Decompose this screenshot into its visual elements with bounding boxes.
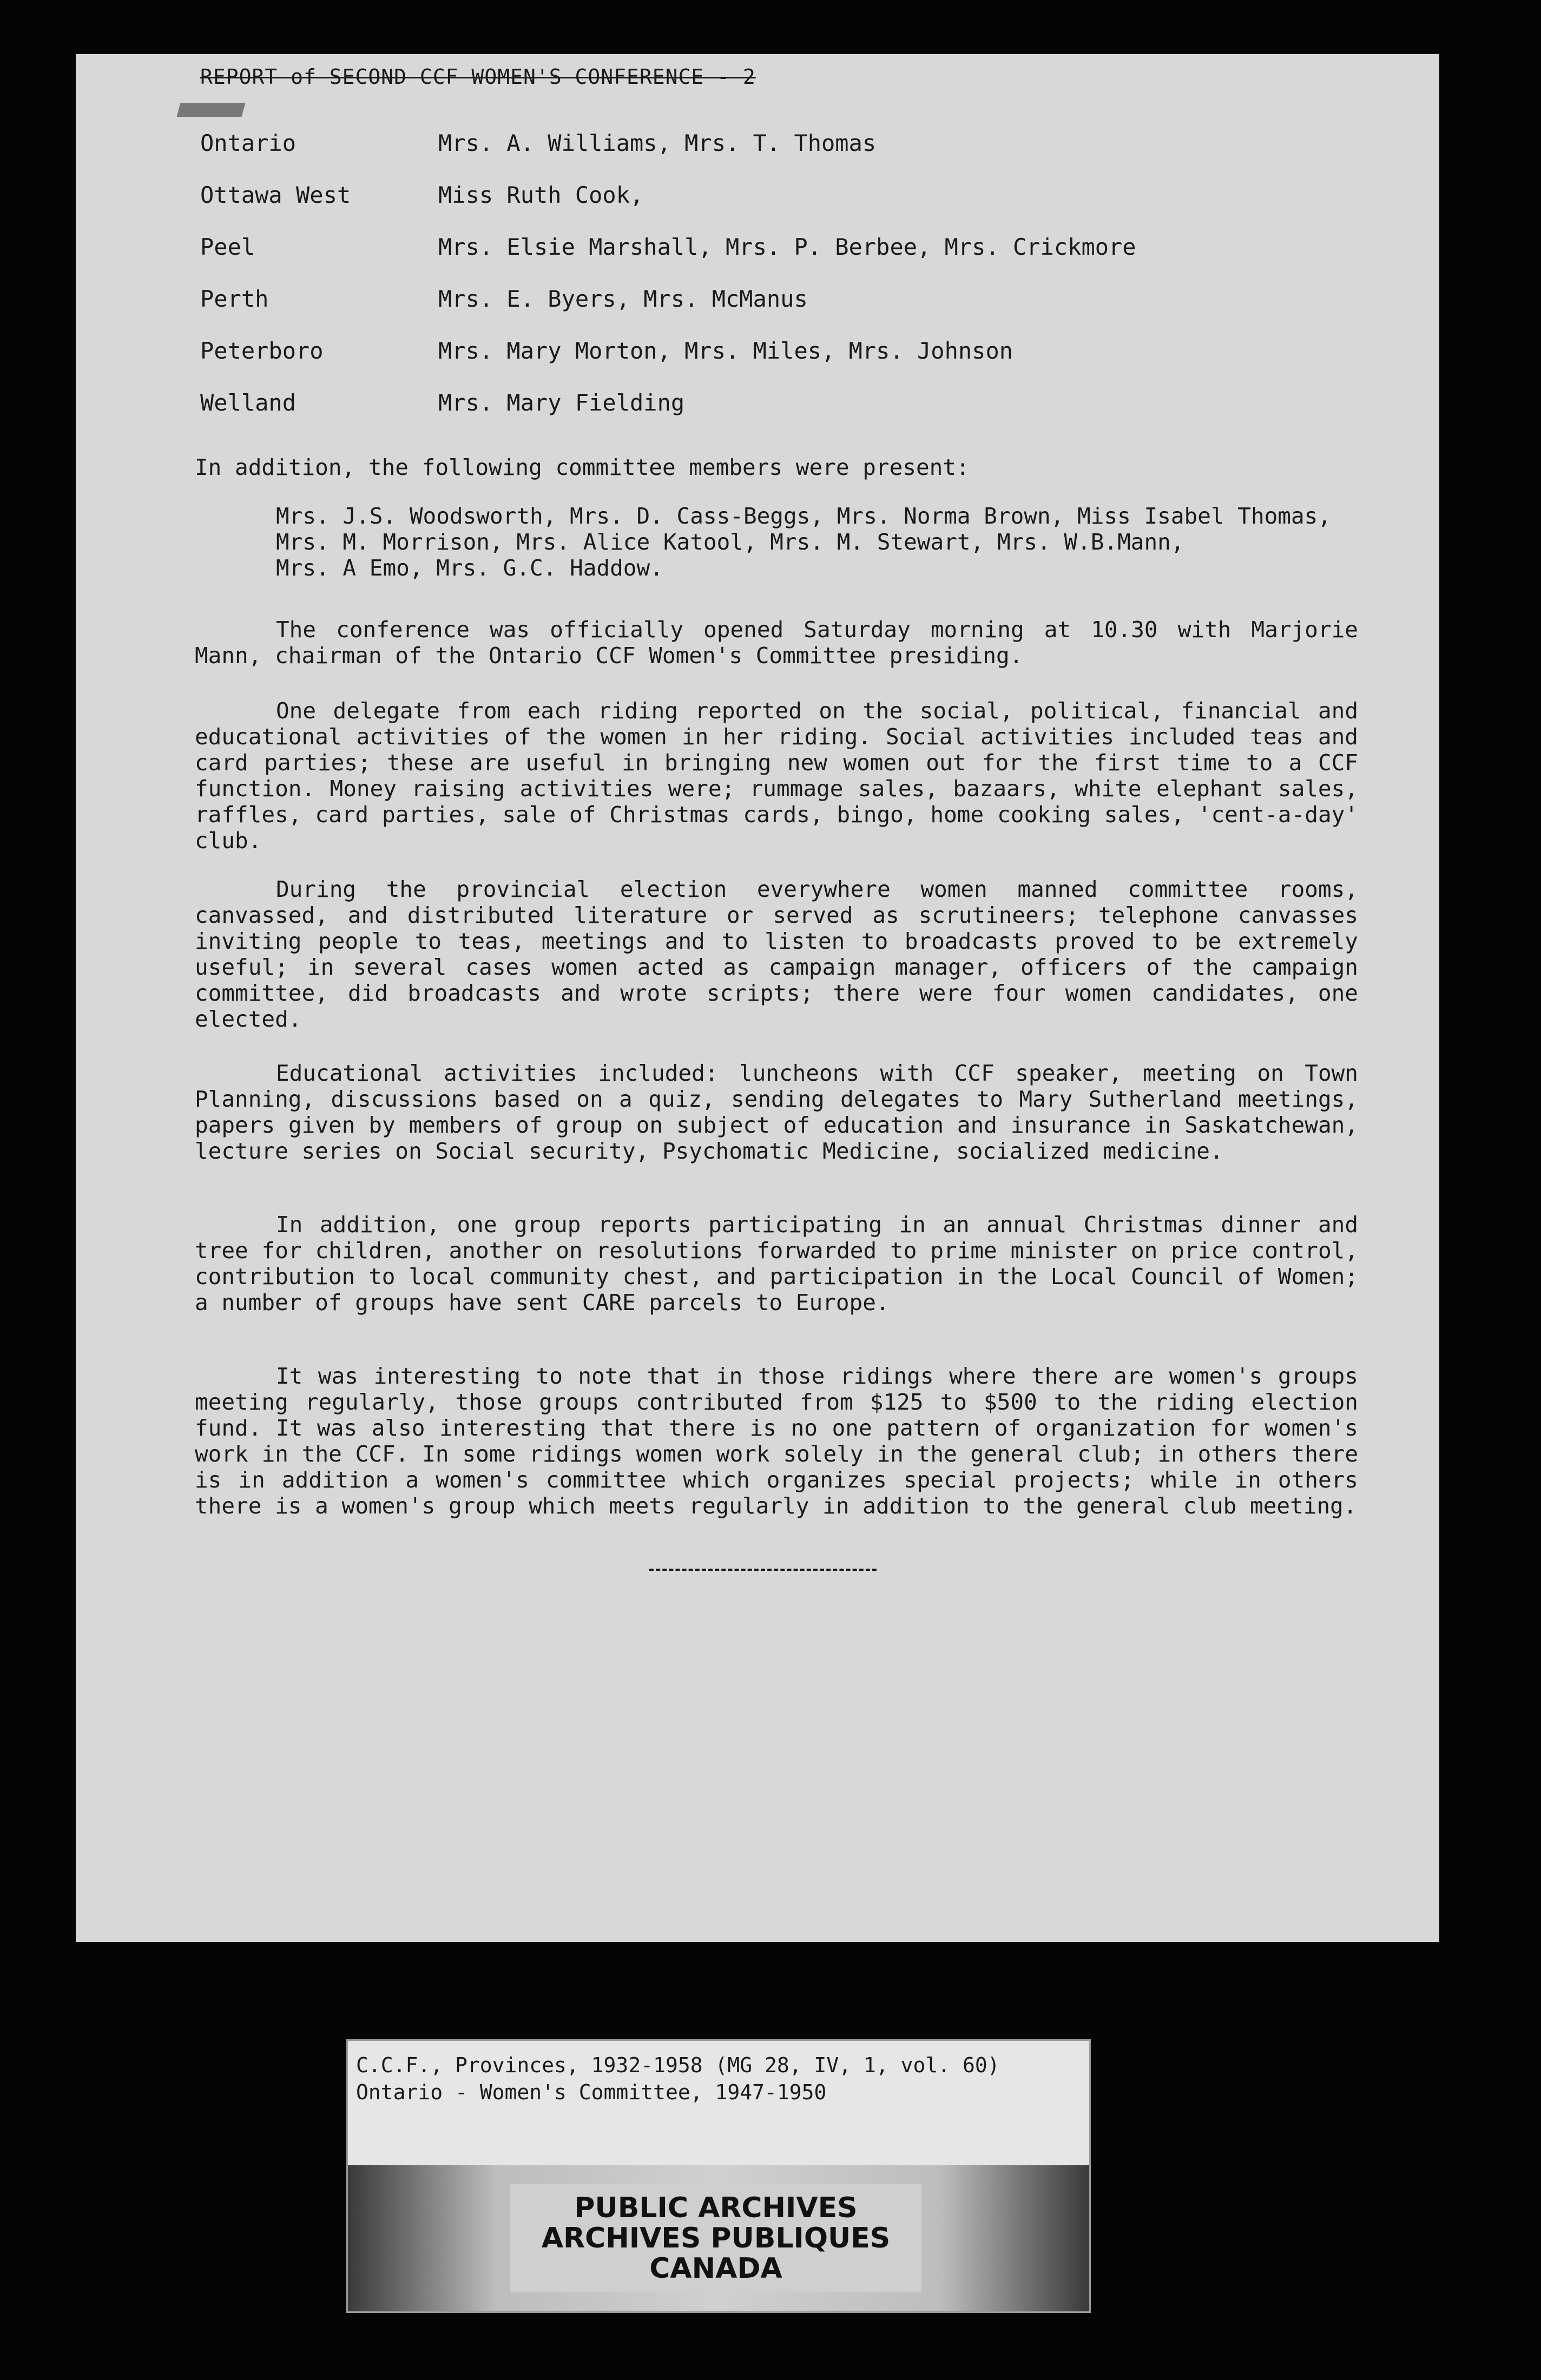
archive-label-card — [346, 2039, 1091, 2313]
roster-row — [200, 182, 1391, 234]
archive-reference-line: Ontario - Women's Committee, 1947-1950 — [356, 2080, 827, 2104]
riding-name: Perth — [200, 286, 269, 312]
delegate-roster — [200, 130, 1391, 441]
paragraph-organization: It was interesting to note that in those ridings where there are women's groups meeting regularly, those groups contributed from $125 to $500 to the riding election fund. It was also interesting that there is no one pattern of organization for women's work in the CCF. In some ridings women work solely in the general club; in others there is in addition a women's committee which organizes special projects; while in others there is a women's group which meets regularly in addition to the general club meeting. — [195, 1363, 1358, 1519]
handwritten-mark — [177, 103, 246, 117]
archives-stamp-strip — [348, 2165, 1089, 2311]
paragraph-opening: The conference was officially opened Saturday morning at 10.30 with Marjorie Mann, chairman of the Ontario CCF Women's Committee presiding. — [195, 617, 1358, 669]
delegate-names: Mrs. A. Williams, Mrs. T. Thomas — [438, 130, 877, 156]
archives-stamp — [510, 2184, 921, 2292]
riding-name: Peterboro — [200, 338, 324, 364]
riding-name: Ontario — [200, 130, 297, 156]
paragraph-other-activities: In addition, one group reports participating in an annual Christmas dinner and tree for children, another on resolutions forwarded to prime minister on price control, contribution to local community chest, and participation in the Local Council of Women; a number of groups have sent CARE parcels to Europe. — [195, 1212, 1358, 1315]
stamp-line: CANADA — [649, 2252, 782, 2285]
end-rule — [649, 1569, 877, 1571]
roster-row — [200, 338, 1391, 389]
archive-reference-line: C.C.F., Provinces, 1932-1958 (MG 28, IV, 1, vol. 60) — [356, 2053, 1000, 2077]
committee-members: Mrs. J.S. Woodsworth, Mrs. D. Cass-Beggs, Mrs. Norma Brown, Miss Isabel Thomas, Mrs. M. Morrison, Mrs. Alice Katool, Mrs. M. Stewart, Mrs. W.B.Mann, Mrs. A Emo, Mrs. G.C. Haddow. — [276, 503, 1332, 581]
paragraph-education: Educational activities included: luncheons with CCF speaker, meeting on Town Planning, discussions based on a quiz, sending delegates to Mary Sutherland meetings, papers given by members of group on subject of education and insurance in Saskatchewan, lecture series on Social security, Psychomatic Medicine, socialized medicine. — [195, 1060, 1358, 1164]
roster-row — [200, 234, 1391, 286]
page-header: REPORT of SECOND CCF WOMEN'S CONFERENCE - 2 — [200, 65, 756, 89]
delegate-names: Miss Ruth Cook, — [438, 182, 644, 208]
roster-row — [200, 389, 1391, 441]
stamp-line: PUBLIC ARCHIVES — [574, 2192, 858, 2224]
paragraph-riding-reports: One delegate from each riding reported on the social, political, financial and educational activities of the women in her riding. Social activities included teas and card parties; these are useful in bringing new women out for the first time to a CCF function. Money raising activities were; rummage sales, bazaars, white elephant sales, raffles, card parties, sale of Christmas cards, bingo, home cooking sales, 'cent-a-day' club. — [195, 698, 1358, 854]
paragraph-election: During the provincial election everywhere women manned committee rooms, canvassed, and distributed literature or served as scrutineers; telephone canvasses inviting people to teas, meetings and to listen to broadcasts proved to be extremely useful; in several cases women acted as campaign manager, officers of the campaign committee, did broadcasts and wrote scripts; there were four women candidates, one elected. — [195, 876, 1358, 1032]
delegate-names: Mrs. E. Byers, Mrs. McManus — [438, 286, 808, 312]
archive-reference — [356, 2052, 1059, 2106]
committee-intro: In addition, the following committee members were present: — [195, 454, 970, 480]
delegate-names: Mrs. Mary Fielding — [438, 389, 685, 416]
roster-row — [200, 286, 1391, 338]
riding-name: Ottawa West — [200, 182, 351, 208]
delegate-names: Mrs. Mary Morton, Mrs. Miles, Mrs. Johnson — [438, 338, 1013, 364]
roster-row — [200, 130, 1391, 182]
riding-name: Welland — [200, 389, 297, 416]
document-page — [76, 54, 1439, 1942]
riding-name: Peel — [200, 234, 255, 260]
delegate-names: Mrs. Elsie Marshall, Mrs. P. Berbee, Mrs. Crickmore — [438, 234, 1136, 260]
stamp-line: ARCHIVES PUBLIQUES — [541, 2222, 891, 2255]
